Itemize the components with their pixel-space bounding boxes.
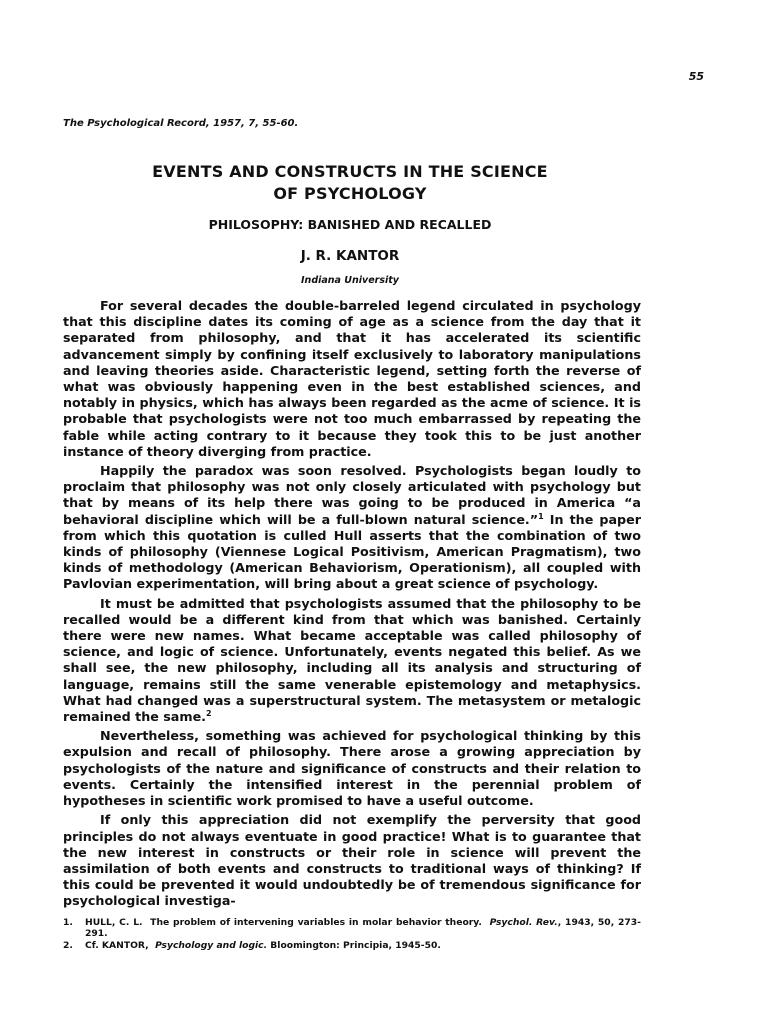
footnote-2 xyxy=(63,940,641,951)
title-line-2: OF PSYCHOLOGY xyxy=(273,184,427,203)
author-affiliation: Indiana University xyxy=(301,275,399,286)
paragraph-3-text: It must be admitted that psychologists assumed that the philosophy to be recalled would be a different kind from that which was banished. Certainly there were new names. What became acceptable was called philosophy of science, and logic of science. Unfortunately, events negated this belief. As we shall see, the new philosophy, including all its analysis and structuring of language, remains still the same venerable epistemology and metaphysics. What had changed was a superstructural system. The metasystem or metalogic remained the same. xyxy=(63,595,641,725)
footnote-1-title: The problem of intervening variables in molar behavior theory. xyxy=(150,917,482,928)
article-subtitle: PHILOSOPHY: BANISHED AND RECALLED xyxy=(208,217,492,232)
footnote-ref-2: 2 xyxy=(206,708,212,718)
paragraph-2-text-cont: In the paper from which this quotation is culled Hull asserts that the combination of two kinds of philosophy (Viennese Logical Positivism, American Pragmatism), two kinds of methodology (American Behaviorism, Operationism), all coupled with Pavlovian experimentation, will bring about a great science of psychology. xyxy=(63,511,641,592)
paragraph-5: If only this appreciation did not exemplify the perversity that good principles do not always eventuate in good practice! What is to guarantee that the new interest in constructs or their role in science will prevent the assimilation of both events and constructs to traditional ways of thinking? If this could be prevented it would undoubtedly be of tremendous significance for psychological investiga- xyxy=(63,812,641,909)
footnote-ref-1: 1 xyxy=(538,511,544,521)
footnote-1-rest: , 1943, 50, 273-291. xyxy=(85,917,641,939)
page-number: 55 xyxy=(688,70,704,83)
paragraph-2-text: Happily the paradox was soon resolved. Psychologists began loudly to proclaim that philosophy was not only closely articulated with psychology but that by means of its help there was going to be produced in America “a behavioral discipline which will be a full-blown natural science.” xyxy=(63,463,641,527)
title-line-1: EVENTS AND CONSTRUCTS IN THE SCIENCE xyxy=(152,162,548,181)
footnote-1-number: 1. xyxy=(63,917,73,928)
paragraph-4: Nevertheless, something was achieved for psychological thinking by this expulsion and recall of philosophy. There arose a growing appreciation by psychologists of the nature and significance of constructs and their relation to events. Certainly the intensified interest in the perennial problem of hypotheses in scientific work promised to have a useful outcome. xyxy=(63,728,641,809)
footnote-1 xyxy=(63,917,641,939)
article-title xyxy=(0,161,700,205)
footnote-1-journal: Psychol. Rev. xyxy=(489,917,558,928)
paragraph-1: For several decades the double-barreled legend circulated in psychology that this discipline dates its coming of age as a science from the day that it separated from philosophy, and that it has accelerated its scientific advancement simply by confining itself exclusively to laboratory manipulations and leaving theories aside. Characteristic legend, setting forth the reverse of what was obviously happening even in the best established sciences, and notably in physics, which has always been regarded as the acme of science. It is probable that psychologists were not too much embarrassed by repeating the fable while acting contrary to it because they took this to be just another instance of theory diverging from practice. xyxy=(63,298,641,459)
author-name: J. R. KANTOR xyxy=(300,248,400,264)
paragraph-3 xyxy=(63,596,641,726)
footnotes xyxy=(63,917,641,952)
footnote-2-number: 2. xyxy=(63,940,73,951)
journal-citation: The Psychological Record, 1957, 7, 55-60. xyxy=(63,118,299,129)
footnote-2-rest: Bloomington: Principia, 1945-50. xyxy=(267,940,441,951)
footnote-1-text xyxy=(85,917,641,939)
footnote-2-title: Psychology and logic. xyxy=(155,940,268,951)
footnote-2-text xyxy=(85,940,641,951)
paragraph-2 xyxy=(63,463,641,593)
footnote-1-author: HULL, C. L. xyxy=(85,917,143,928)
body-text xyxy=(63,298,641,913)
footnote-2-author: Cf. KANTOR, xyxy=(85,940,149,951)
